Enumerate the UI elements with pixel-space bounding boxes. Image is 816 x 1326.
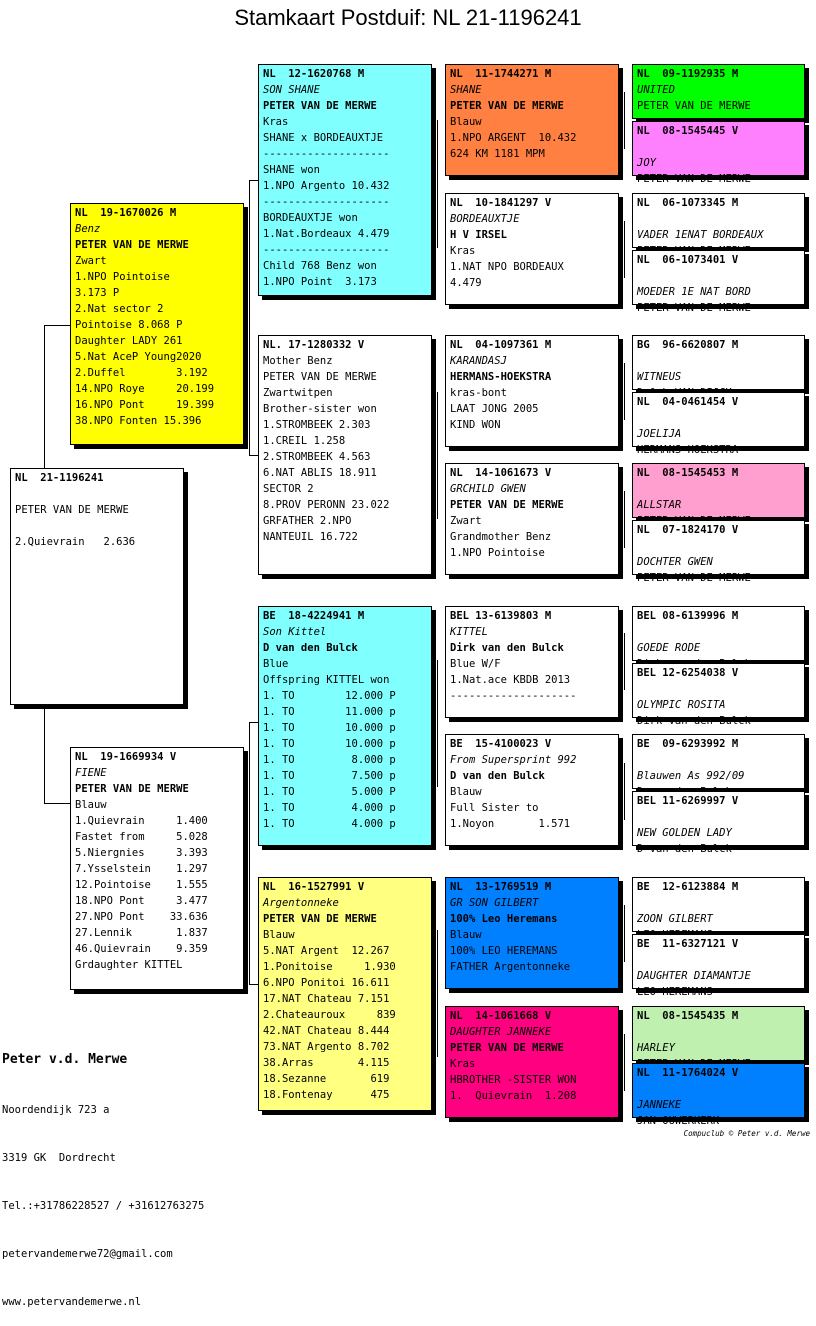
card-line: Zwart: [450, 515, 482, 527]
card-line: 18.Sezanne 619: [263, 1073, 390, 1085]
pigeon-name: SHANE: [450, 84, 482, 96]
card-line: 12.Pointoise 1.555: [75, 879, 208, 891]
connector-line: [624, 363, 625, 420]
card-line: 5.Niergnies 3.393: [75, 847, 208, 859]
pigeon-name: Benz: [75, 223, 101, 235]
ring-number: BE 12-6123884 M: [637, 881, 739, 893]
card-line: Pointoise 8.068 P: [75, 319, 183, 331]
card-line: PETER VAN DE MERWE: [637, 173, 751, 185]
card-line: Grandmother Benz: [450, 531, 552, 543]
card-line: SHANE x BORDEAUXTJE: [263, 132, 384, 144]
card-line: 1. TO 4.000 p: [263, 802, 396, 814]
card-line: 1.NPO Point 3.173: [263, 276, 377, 288]
card-line: [637, 481, 800, 497]
card-line: Blauw: [75, 799, 107, 811]
ring-number: BE 09-6293992 M: [637, 738, 739, 750]
ring-number: NL 21-1196241: [15, 472, 104, 484]
card-line: [637, 809, 800, 825]
card-line: 14.NPO Roye 20.199: [75, 383, 215, 395]
card-line: Offspring KITTEL won: [263, 674, 390, 686]
ring-number: NL 11-1744271 M: [450, 68, 552, 80]
ring-number: NL 07-1824170 V: [637, 524, 739, 536]
pigeon-name: VADER 1ENAT BORDEAUX: [637, 229, 764, 241]
card-line: 38.Arras 4.115: [263, 1057, 390, 1069]
pedigree-card-g2: [632, 121, 805, 185]
card-line: [637, 538, 800, 554]
card-line: 1. TO 10.000 p: [263, 738, 396, 750]
pedigree-card-g15: [632, 1006, 805, 1061]
card-line: Daughter LADY 261: [75, 335, 183, 347]
pigeon-name: DAUGHTER JANNEKE: [450, 1026, 552, 1038]
card-line: SHANE won: [263, 164, 320, 176]
ring-number: NL 19-1669934 V: [75, 751, 177, 763]
card-line: 2.Duffel 3.192: [75, 367, 208, 379]
card-line: --------------------: [263, 148, 390, 160]
ring-number: NL 08-1545445 V: [637, 125, 739, 137]
card-line: 38.NPO Fonten 15.396: [75, 415, 202, 427]
ring-number: NL 16-1527991 V: [263, 881, 365, 893]
pedigree-card-g8: [632, 520, 805, 584]
card-line: 6.NAT ABLIS 18.911: [263, 467, 377, 479]
card-line: D van den Bulck: [637, 843, 732, 855]
card-line: [15, 486, 179, 502]
card-line: Blauw: [450, 786, 482, 798]
card-line: 1. TO 5.000 P: [263, 786, 396, 798]
pigeon-name: ALLSTAR: [637, 499, 682, 511]
pigeon-name: ZOON GILBERT: [637, 913, 713, 925]
card-line: 1.CREIL 1.258: [263, 435, 346, 447]
pedigree-card-mf: [258, 606, 432, 846]
owner-city: 3319 GK Dordrecht: [2, 1152, 116, 1164]
pedigree-card-g12: [632, 791, 805, 855]
ring-number: BG 96-6620807 M: [637, 339, 739, 351]
ring-number: NL 08-1545435 M: [637, 1010, 739, 1022]
pigeon-name: GR SON GILBERT: [450, 897, 539, 909]
card-line: 1.Nat.ace KBDB 2013: [450, 674, 571, 686]
card-line: 1.Noyon 1.571: [450, 818, 571, 830]
card-line: 1.NPO Pointoise: [75, 271, 170, 283]
connector-line: [624, 1034, 625, 1091]
card-line: PETER VAN DE MERWE: [637, 302, 751, 314]
pigeon-name: Argentonneke: [263, 897, 339, 909]
ring-number: BE 11-6327121 V: [637, 938, 739, 950]
pedigree-card-subject: [10, 468, 184, 705]
card-line: Kras: [450, 245, 476, 257]
pedigree-card-ffm: [445, 193, 619, 305]
card-line: D van den Bulck: [263, 642, 358, 654]
card-line: 17.NAT Chateau 7.151: [263, 993, 390, 1005]
pedigree-card-g16: [632, 1063, 805, 1127]
owner-contact-block: [2, 1018, 204, 1326]
card-line: 73.NAT Argento 8.702: [263, 1041, 390, 1053]
card-line: FATHER Argentonneke: [450, 961, 571, 973]
card-line: Blauw: [263, 929, 295, 941]
card-line: Grdaughter KITTEL: [75, 959, 183, 971]
pedigree-card-mm: [258, 877, 432, 1111]
connector-line: [249, 984, 258, 985]
ring-number: BEL 13-6139803 M: [450, 610, 552, 622]
card-line: [637, 895, 800, 911]
card-line: kras-bont: [450, 387, 507, 399]
card-line: PETER VAN DE MERWE: [75, 239, 189, 251]
card-line: 2.Chateauroux 839: [263, 1009, 396, 1021]
connector-line: [249, 722, 258, 723]
card-line: [637, 353, 800, 369]
pedigree-card-fmm: [445, 463, 619, 575]
card-line: Brother-sister won: [263, 403, 377, 415]
owner-name: Peter v.d. Merwe: [2, 1052, 128, 1067]
card-line: Kras: [263, 116, 289, 128]
pigeon-name: KITTEL: [450, 626, 488, 638]
pedigree-card-g7: [632, 463, 805, 518]
card-line: SECTOR 2: [263, 483, 314, 495]
card-line: PETER VAN DE MERWE: [450, 499, 564, 511]
pedigree-card-g6: [632, 392, 805, 456]
card-line: 1. TO 8.000 p: [263, 754, 396, 766]
pigeon-name: MOEDER 1E NAT BORD: [637, 286, 751, 298]
owner-phone: Tel.:+31786228527 / +31612763275: [2, 1200, 205, 1212]
ring-number: NL 04-1097361 M: [450, 339, 552, 351]
connector-line: [437, 660, 438, 787]
pigeon-name: Son Kittel: [263, 626, 327, 638]
pigeon-name: GRCHILD GWEN: [450, 483, 526, 495]
card-line: PETER VAN DE MERWE: [75, 783, 189, 795]
card-line: PETER VAN DE MERWE: [637, 100, 751, 112]
owner-website[interactable]: www.petervandemerwe.nl: [2, 1296, 142, 1308]
connector-line: [624, 633, 625, 690]
card-line: 6.NPO Ponitoi 16.611: [263, 977, 390, 989]
ring-number: NL 10-1841297 V: [450, 197, 552, 209]
card-line: 16.NPO Pont 19.399: [75, 399, 215, 411]
card-line: 1.NPO ARGENT 10.432: [450, 132, 577, 144]
ring-number: NL 04-0461454 V: [637, 396, 739, 408]
ring-number: NL 14-1061673 V: [450, 467, 552, 479]
card-line: 2.STROMBEEK 4.563: [263, 451, 371, 463]
pedigree-card-g3: [632, 193, 805, 248]
card-line: 27.Lennik 1.837: [75, 927, 208, 939]
pedigree-card-g5: [632, 335, 805, 390]
footer-credit: Compuclub © Peter v.d. Merwe: [683, 1129, 810, 1138]
card-line: [637, 952, 800, 968]
pedigree-card-fm: [258, 335, 432, 575]
pigeon-name: FIENE: [75, 767, 107, 779]
card-line: [637, 752, 800, 768]
card-line: 1.STROMBEEK 2.303: [263, 419, 371, 431]
ring-number: NL 08-1545453 M: [637, 467, 739, 479]
card-line: KIND WON: [450, 419, 501, 431]
pigeon-name: GOEDE RODE: [637, 642, 701, 654]
card-line: [15, 518, 179, 534]
pigeon-name: Blauwen As 992/09: [637, 770, 745, 782]
card-line: Kras: [450, 1058, 476, 1070]
ring-number: BE 15-4100023 V: [450, 738, 552, 750]
card-line: 1.Ponitoise 1.930: [263, 961, 396, 973]
card-line: Mother Benz: [263, 355, 333, 367]
card-line: 1. TO 4.000 p: [263, 818, 396, 830]
card-line: Blue W/F: [450, 658, 501, 670]
card-line: 46.Quievrain 9.359: [75, 943, 208, 955]
card-line: Blauw: [450, 929, 482, 941]
pigeon-name: KARANDASJ: [450, 355, 507, 367]
pigeon-name: JOY: [637, 157, 656, 169]
pigeon-name: BORDEAUXTJE: [450, 213, 520, 225]
card-line: 18.Fontenay 475: [263, 1089, 390, 1101]
card-line: Dirk van den Bulck: [450, 642, 564, 654]
card-line: 1.NPO Pointoise: [450, 547, 545, 559]
card-line: 1.Quievrain 1.400: [75, 815, 208, 827]
card-line: GRFATHER 2.NPO: [263, 515, 352, 527]
pedigree-card-g11: [632, 734, 805, 789]
card-line: PETER VAN DE MERWE: [450, 100, 564, 112]
card-line: 2.Quievrain 2.636: [15, 536, 136, 548]
card-line: 100% Leo Heremans: [450, 913, 558, 925]
owner-email[interactable]: petervandemerwe72@gmail.com: [2, 1248, 173, 1260]
card-line: PETER VAN DE MERWE: [263, 100, 377, 112]
pigeon-name: SON SHANE: [263, 84, 320, 96]
owner-address: Noordendijk 723 a: [2, 1104, 110, 1116]
pedigree-card-ff: [258, 64, 432, 296]
pedigree-card-fff: [445, 64, 619, 176]
card-line: [637, 268, 800, 284]
card-line: Child 768 Benz won: [263, 260, 377, 272]
connector-line: [44, 325, 71, 326]
card-line: 1. TO 11.000 p: [263, 706, 396, 718]
card-line: HBROTHER -SISTER WON: [450, 1074, 577, 1086]
card-line: 18.NPO Pont 3.477: [75, 895, 208, 907]
pedigree-card-g13: [632, 877, 805, 932]
card-line: Fastet from 5.028: [75, 831, 208, 843]
card-line: --------------------: [450, 690, 577, 702]
pedigree-card-g1: [632, 64, 805, 119]
card-line: 1. TO 12.000 P: [263, 690, 396, 702]
card-line: [637, 624, 800, 640]
card-line: [637, 1024, 800, 1040]
card-line: PETER VAN DE MERWE: [450, 1042, 564, 1054]
card-line: NANTEUIL 16.722: [263, 531, 358, 543]
pigeon-name: HARLEY: [637, 1042, 675, 1054]
ring-number: BEL 12-6254038 V: [637, 667, 739, 679]
card-line: [637, 410, 800, 426]
card-line: 8.PROV PERONN 23.022: [263, 499, 390, 511]
connector-line: [249, 455, 258, 456]
card-line: 1.NPO Argento 10.432: [263, 180, 390, 192]
pedigree-card-mmf: [445, 877, 619, 989]
connector-line: [44, 325, 45, 468]
ring-number: NL 13-1769519 M: [450, 881, 552, 893]
pedigree-card-g14: [632, 934, 805, 998]
card-line: PETER VAN DE MERWE: [263, 913, 377, 925]
card-line: Zwart: [75, 255, 107, 267]
card-line: 3.173 P: [75, 287, 120, 299]
card-line: 5.NAT Argent 12.267: [263, 945, 390, 957]
card-line: BORDEAUXTJE won: [263, 212, 358, 224]
card-line: --------------------: [263, 196, 390, 208]
pedigree-card-father: [70, 203, 244, 445]
card-line: Zwartwitpen: [263, 387, 333, 399]
connector-line: [437, 930, 438, 1057]
card-line: 27.NPO Pont 33.636: [75, 911, 208, 923]
card-line: [637, 211, 800, 227]
ring-number: NL 06-1073401 V: [637, 254, 739, 266]
card-line: 1.NAT NPO BORDEAUX: [450, 261, 564, 273]
ring-number: NL 06-1073345 M: [637, 197, 739, 209]
pedigree-card-g9: [632, 606, 805, 661]
card-line: LEO HEREMANS: [637, 986, 713, 998]
connector-line: [624, 905, 625, 962]
card-line: 1. TO 10.000 p: [263, 722, 396, 734]
pedigree-card-g10: [632, 663, 805, 727]
card-line: 1.Nat.Bordeaux 4.479: [263, 228, 390, 240]
ring-number: BE 18-4224941 M: [263, 610, 365, 622]
card-line: 624 KM 1181 MPM: [450, 148, 545, 160]
ring-number: NL 14-1061668 V: [450, 1010, 552, 1022]
card-line: PETER VAN DE MERWE: [15, 504, 129, 516]
pigeon-name: NEW GOLDEN LADY: [637, 827, 732, 839]
pedigree-card-mfm: [445, 734, 619, 846]
card-line: PETER VAN DE MERWE: [263, 371, 377, 383]
pedigree-card-mmm: [445, 1006, 619, 1118]
card-line: Full Sister to: [450, 802, 539, 814]
card-line: JAN OUWERKERK: [637, 1115, 720, 1127]
card-line: 42.NAT Chateau 8.444: [263, 1025, 390, 1037]
ring-number: NL 09-1192935 M: [637, 68, 739, 80]
connector-line: [44, 803, 71, 804]
card-line: 100% LEO HEREMANS: [450, 945, 558, 957]
pedigree-card-g4: [632, 250, 805, 314]
ring-number: NL 12-1620768 M: [263, 68, 365, 80]
pigeon-name: DAUGHTER DIAMANTJE: [637, 970, 751, 982]
pigeon-name: JANNEKE: [637, 1099, 682, 1111]
ring-number: NL. 17-1280332 V: [263, 339, 365, 351]
pedigree-card-mff: [445, 606, 619, 718]
card-line: Blue: [263, 658, 289, 670]
connector-line: [437, 392, 438, 519]
pigeon-name: OLYMPIC ROSITA: [637, 699, 726, 711]
card-line: 4.479: [450, 277, 482, 289]
pigeon-name: WITNEUS: [637, 371, 682, 383]
connector-line: [624, 221, 625, 278]
card-line: LAAT JONG 2005: [450, 403, 539, 415]
card-line: Blauw: [450, 116, 482, 128]
connector-line: [44, 705, 45, 803]
pigeon-name: DOCHTER GWEN: [637, 556, 713, 568]
connector-line: [624, 491, 625, 548]
pedigree-card-mother: [70, 747, 244, 990]
connector-line: [624, 763, 625, 820]
pigeon-name: JOELIJA: [637, 428, 682, 440]
card-line: Dirk van den Bulck: [637, 715, 751, 727]
card-line: 2.Nat sector 2: [75, 303, 164, 315]
card-line: --------------------: [263, 244, 390, 256]
card-line: D van den Bulck: [450, 770, 545, 782]
connector-line: [249, 180, 250, 455]
pigeon-name: From Supersprint 992: [450, 754, 577, 766]
ring-number: BEL 11-6269997 V: [637, 795, 739, 807]
pedigree-card-fmf: [445, 335, 619, 447]
card-line: 5.Nat AceP Young2020: [75, 351, 202, 363]
card-line: 1. Quievrain 1.208: [450, 1090, 577, 1102]
connector-line: [249, 722, 250, 984]
card-line: [637, 1081, 800, 1097]
ring-number: NL 11-1764024 V: [637, 1067, 739, 1079]
card-line: HERMANS-HOEKSTRA: [637, 444, 739, 456]
page-title: Stamkaart Postduif: NL 21-1196241: [234, 5, 582, 30]
ring-number: NL 19-1670026 M: [75, 207, 177, 219]
card-line: HERMANS-HOEKSTRA: [450, 371, 552, 383]
card-line: [637, 139, 800, 155]
connector-line: [437, 120, 438, 248]
card-line: [637, 681, 800, 697]
card-line: H V IRSEL: [450, 229, 507, 241]
connector-line: [249, 180, 258, 181]
card-line: 7.Ysselstein 1.297: [75, 863, 208, 875]
card-line: PETER VAN DE MERWE: [637, 572, 751, 584]
connector-line: [624, 92, 625, 149]
ring-number: BEL 08-6139996 M: [637, 610, 739, 622]
pigeon-name: UNITED: [637, 84, 675, 96]
card-line: 1. TO 7.500 p: [263, 770, 396, 782]
